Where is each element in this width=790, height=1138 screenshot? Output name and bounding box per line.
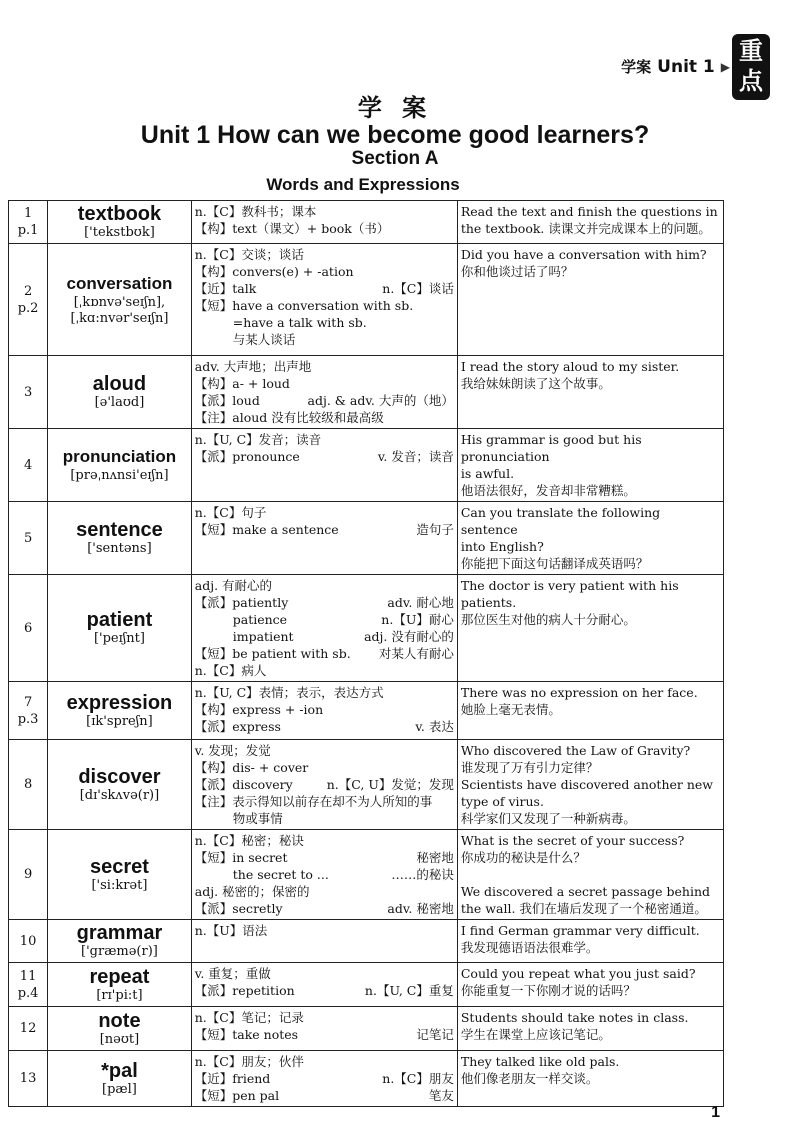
headword-cell [48,1007,192,1051]
phonetic: ['tekstbʊk] [84,225,155,240]
example-line: Can you translate the following sentence [460,505,661,537]
meaning-note: n.【C, U】发觉；发现 [326,777,454,792]
headword: *pal [101,1059,138,1082]
entry-number-cell [9,830,48,920]
meaning-text: 【短】make a sentence [194,522,339,537]
phonetic: ['græmə(r)] [81,944,158,959]
meaning-line [195,1070,454,1087]
meaning-cell [191,682,457,740]
meaning-line [195,684,454,701]
entry-number-cell [9,1051,48,1107]
meaning-text: n.【C】教科书；课本 [194,204,317,219]
headword-cell [48,830,192,920]
page-title: 学 案 [357,94,433,122]
example-cell [457,575,723,682]
phonetic: [prəˌnʌnsi'eɪʃn] [70,468,169,483]
entry-number-cell [9,502,48,575]
example-line [461,866,720,883]
entry-number: 1 [23,206,33,221]
table-row [9,201,724,244]
page-reference: p.1 [17,223,39,238]
headword-cell [48,682,192,740]
table-row [9,740,724,830]
meaning-cell [191,963,457,1007]
headword-cell [48,356,192,429]
example-line: the wall. 我们在墙后发现了一个秘密通道。 [460,901,707,916]
headword: conversation [66,273,173,293]
example-cell [457,920,723,963]
example-cell [457,201,723,244]
meaning-line [195,611,454,628]
meaning-note: 记笔记 [416,1027,454,1042]
entry-number-cell [9,201,48,244]
meaning-line [195,521,454,538]
example-line: The doctor is very patient with his [460,578,679,593]
entry-number-cell [9,740,48,830]
meaning-text: 【派】pronounce [194,449,300,464]
example-line: 他们像老朋友一样交谈。 [460,1071,599,1086]
meaning-line [195,392,454,409]
entry-number: 7 [23,694,33,710]
meaning-note: 造句子 [416,522,454,537]
meaning-line [195,1087,454,1104]
meaning-line [195,832,454,849]
meaning-text: 【派】secretly [194,901,283,916]
example-line: 你成功的秘诀是什么？ [460,850,586,865]
meaning-text: adv. 大声地；出声地 [194,359,312,374]
entry-number-cell [9,1007,48,1051]
entry-number-cell [9,244,48,356]
meaning-cell [191,830,457,920]
meaning-text: 【近】talk [194,281,257,296]
meaning-text: v. 重复；重做 [194,966,271,981]
meaning-text: 物或事情 [232,811,283,826]
meaning-text: 【派】discovery [194,777,293,792]
meaning-note: n.【C】朋友 [382,1071,454,1086]
meaning-line [195,331,454,348]
meaning-text: 【构】express + -ion [194,702,324,717]
meaning-text: 【派】express [194,719,281,734]
table-row [9,1051,724,1107]
headword-cell [48,1051,192,1107]
example-line: 那位医生对他的病人十分耐心。 [460,612,636,627]
meaning-text: n.【C】朋友；伙伴 [194,1054,304,1069]
section-title: Section A [351,148,439,169]
meaning-text: 【派】patiently [194,595,289,610]
meaning-line [195,776,454,793]
headword: patient [86,609,153,631]
meaning-line [195,793,454,810]
meaning-line [195,431,454,448]
headword: sentence [76,519,163,541]
phonetic: ['sentəns] [87,541,152,556]
meaning-text: n.【U, C】发音；读音 [194,432,322,447]
meaning-cell [191,1007,457,1051]
example-line: 他语法很好，发音却非常糟糕。 [460,483,636,498]
meaning-line [195,448,454,465]
header-section: 学案 [621,58,652,76]
example-cell [457,963,723,1007]
entry-number: 11 [19,968,37,984]
entry-number: 6 [23,620,33,636]
meaning-text: 【派】repetition [194,983,295,998]
page-number: 1 [711,1104,720,1121]
entry-number: 12 [19,1021,37,1036]
meaning-line [195,965,454,982]
phonetic: [ˌkɑ:nvər'seɪʃn] [70,310,169,326]
meaning-text: 与某人谈话 [232,332,296,347]
table-row [9,682,724,740]
headword: discover [78,765,161,788]
meaning-text: n.【C】秘密；秘诀 [194,833,304,848]
meaning-line [195,220,454,237]
table-row [9,1007,724,1051]
table-row [9,920,724,963]
meaning-line [195,314,454,331]
table-row [9,830,724,920]
example-line: 谁发现了万有引力定律？ [460,760,599,775]
meaning-text: adj. 有耐心的 [194,578,273,593]
page-reference: p.3 [17,711,39,727]
example-line: They talked like old pals. [460,1054,620,1069]
meaning-line [195,742,454,759]
meaning-note: ……的秘诀 [391,867,454,882]
meaning-text: n.【U】语法 [194,923,268,938]
example-line: 你能把下面这句话翻译成英语吗？ [460,556,649,571]
meaning-cell [191,575,457,682]
meaning-text: n.【C】病人 [194,663,267,678]
entry-number-cell [9,963,48,1007]
meaning-note: adj. & adv. 大声的（地） [307,393,454,408]
example-cell [457,830,723,920]
meaning-line [195,662,454,679]
meaning-text: 【短】be patient with sb. [194,646,351,661]
entry-number-cell [9,575,48,682]
meaning-text: 【构】text（课文）+ book（书） [194,221,390,236]
key-point-badge: 重点 [732,34,770,100]
meaning-line [195,1026,454,1043]
headword-cell [48,429,192,502]
meaning-text: n.【C】笔记；记录 [194,1010,304,1025]
meaning-line [195,203,454,220]
meaning-text: n.【U, C】表情；表示，表达方式 [194,685,384,700]
example-line: There was no expression on her face. [460,685,698,700]
meaning-cell [191,1051,457,1107]
headword-cell [48,244,192,356]
headword: expression [66,691,173,714]
meaning-line [195,594,454,611]
meaning-cell [191,201,457,244]
example-cell [457,1007,723,1051]
example-cell [457,1051,723,1107]
example-line: We discovered a secret passage behind [460,884,711,899]
meaning-line [195,263,454,280]
meaning-text: 【近】friend [194,1071,271,1086]
meaning-text: 【派】loud [194,393,260,408]
meaning-cell [191,502,457,575]
headword: textbook [77,203,162,225]
entry-number-cell [9,429,48,502]
meaning-text: 【短】in secret [194,850,288,865]
phonetic: [ə'laʊd] [94,395,145,410]
meaning-text: =have a talk with sb. [232,315,367,330]
example-line: 你和他谈过话了吗？ [460,264,574,279]
example-line: Who discovered the Law of Gravity? [460,743,691,758]
meaning-line [195,701,454,718]
headword: note [98,1009,141,1032]
example-cell [457,356,723,429]
meaning-line [195,810,454,827]
meaning-cell [191,244,457,356]
headword-cell [48,575,192,682]
meaning-text: 【构】dis- + cover [194,760,309,775]
example-line: 她脸上毫无表情。 [460,702,561,717]
meaning-text: 【构】convers(e) + -ation [194,264,354,279]
meaning-text: the secret to ... [232,867,329,882]
meaning-note: v. 表达 [415,719,454,734]
meaning-line [195,628,454,645]
meaning-line [195,883,454,900]
meaning-text: patience [232,612,288,627]
example-line: What is the secret of your success? [460,833,685,848]
example-cell [457,502,723,575]
phonetic: ['peɪʃnt] [93,631,145,646]
example-line: patients. [460,595,517,610]
meaning-line [195,504,454,521]
headword: secret [89,855,149,878]
example-line: into English? [460,539,544,554]
example-line: type of virus. [460,794,544,809]
entry-number-cell [9,682,48,740]
meaning-text: 【注】表示得知以前存在却不为人所知的事 [194,794,433,809]
meaning-text: adj. 秘密的；保密的 [194,884,310,899]
meaning-note: adj. 没有耐心的 [364,629,454,644]
table-row [9,963,724,1007]
entry-number-cell [9,356,48,429]
meaning-line [195,577,454,594]
meaning-text: 【短】have a conversation with sb. [194,298,414,313]
meaning-line [195,866,454,883]
example-line: Scientists have discovered another new [460,777,713,792]
meaning-note: 笔友 [428,1088,454,1103]
meaning-note: n.【U】耐心 [381,612,454,627]
example-line: 学生在课堂上应该记笔记。 [460,1027,611,1042]
meaning-line [195,375,454,392]
meaning-line [195,759,454,776]
example-line: Read the text and finish the questions in [460,204,718,219]
meaning-cell [191,356,457,429]
example-line: Could you repeat what you just said? [460,966,696,981]
table-row [9,575,724,682]
example-line: Students should take notes in class. [460,1010,689,1025]
running-header [621,56,730,77]
meaning-line [195,297,454,314]
meaning-cell [191,429,457,502]
headword-cell [48,740,192,830]
entry-number-cell [9,920,48,963]
headword-cell [48,920,192,963]
entry-number: 8 [23,777,33,792]
entry-number: 13 [19,1071,37,1086]
example-line: I read the story aloud to my sister. [460,359,680,374]
meaning-text: n.【C】句子 [194,505,267,520]
meaning-text: n.【C】交谈；谈话 [194,247,304,262]
meaning-text: 【短】pen pal [194,1088,280,1103]
meaning-text: 【短】take notes [194,1027,299,1042]
meaning-note: 秘密地 [416,850,454,865]
entry-number: 3 [23,384,33,400]
meaning-line [195,982,454,999]
example-cell [457,429,723,502]
example-line: 我给妹妹朗读了这个故事。 [460,376,611,391]
example-cell [457,682,723,740]
meaning-note: adv. 秘密地 [387,901,454,916]
meaning-note: n.【C】谈话 [382,281,454,296]
unit-title: Unit 1 How can we become good learners? [140,121,650,149]
page-reference: p.2 [17,300,39,316]
phonetic: ['si:krət] [91,877,148,893]
meaning-line [195,1053,454,1070]
headword: grammar [76,922,163,944]
example-cell [457,740,723,830]
vocabulary-table [8,200,724,1107]
header-unit: Unit 1 [657,56,715,77]
meaning-line [195,645,454,662]
example-line: 科学家们又发现了一种新病毒。 [460,811,636,826]
headword: aloud [92,373,147,395]
meaning-note: v. 发音；读音 [377,449,454,464]
table-row [9,429,724,502]
meaning-text: v. 发现；发觉 [194,743,271,758]
phonetic: [nəʊt] [99,1031,140,1047]
meaning-note: adv. 耐心地 [387,595,454,610]
entry-number: 2 [23,283,33,299]
page-reference: p.4 [17,985,39,1001]
meaning-line [195,1009,454,1026]
entry-number: 9 [23,867,33,882]
headword-cell [48,201,192,244]
phonetic: [dɪ'skʌvə(r)] [79,787,160,803]
example-line: is awful. [460,466,515,481]
headword: pronunciation [62,447,177,466]
entry-number: 5 [23,530,33,546]
table-row [9,356,724,429]
meaning-text: impatient [232,629,294,644]
meaning-line [195,900,454,917]
example-line: His grammar is good but his pronunciation [460,432,642,464]
example-line: 我发现德语语法很难学。 [460,940,599,955]
meaning-text: 【注】aloud 没有比较级和最高级 [194,410,384,425]
meaning-line [195,280,454,297]
phonetic: [rɪ'pi:t] [96,987,143,1003]
example-cell [457,244,723,356]
meaning-line [195,849,454,866]
meaning-line [195,358,454,375]
example-line: the textbook. 读课文并完成课本上的问题。 [460,221,711,236]
example-line: I find German grammar very difficult. [460,923,700,938]
phonetic: [pæl] [102,1081,137,1097]
headword: repeat [89,965,150,988]
meaning-cell [191,920,457,963]
meaning-line [195,718,454,735]
subsection-title: Words and Expressions [266,175,460,194]
entry-number: 10 [19,933,37,949]
table-row [9,502,724,575]
meaning-cell [191,740,457,830]
meaning-line [195,246,454,263]
meaning-note: 对某人有耐心 [378,646,454,661]
phonetic: [ˌkɒnvə'seɪʃn], [73,294,166,310]
meaning-line [195,409,454,426]
example-line: Did you have a conversation with him? [460,247,707,262]
meaning-note: n.【U, C】重复 [364,983,454,998]
entry-number: 4 [23,457,33,473]
triangle-icon: ▶ [720,59,730,74]
phonetic: [ɪk'spreʃn] [86,713,153,729]
headword-cell [48,502,192,575]
meaning-line [195,922,454,939]
headword-cell [48,963,192,1007]
meaning-text: 【构】a- + loud [194,376,290,391]
example-line: 你能重复一下你刚才说的话吗？ [460,983,636,998]
table-row [9,244,724,356]
